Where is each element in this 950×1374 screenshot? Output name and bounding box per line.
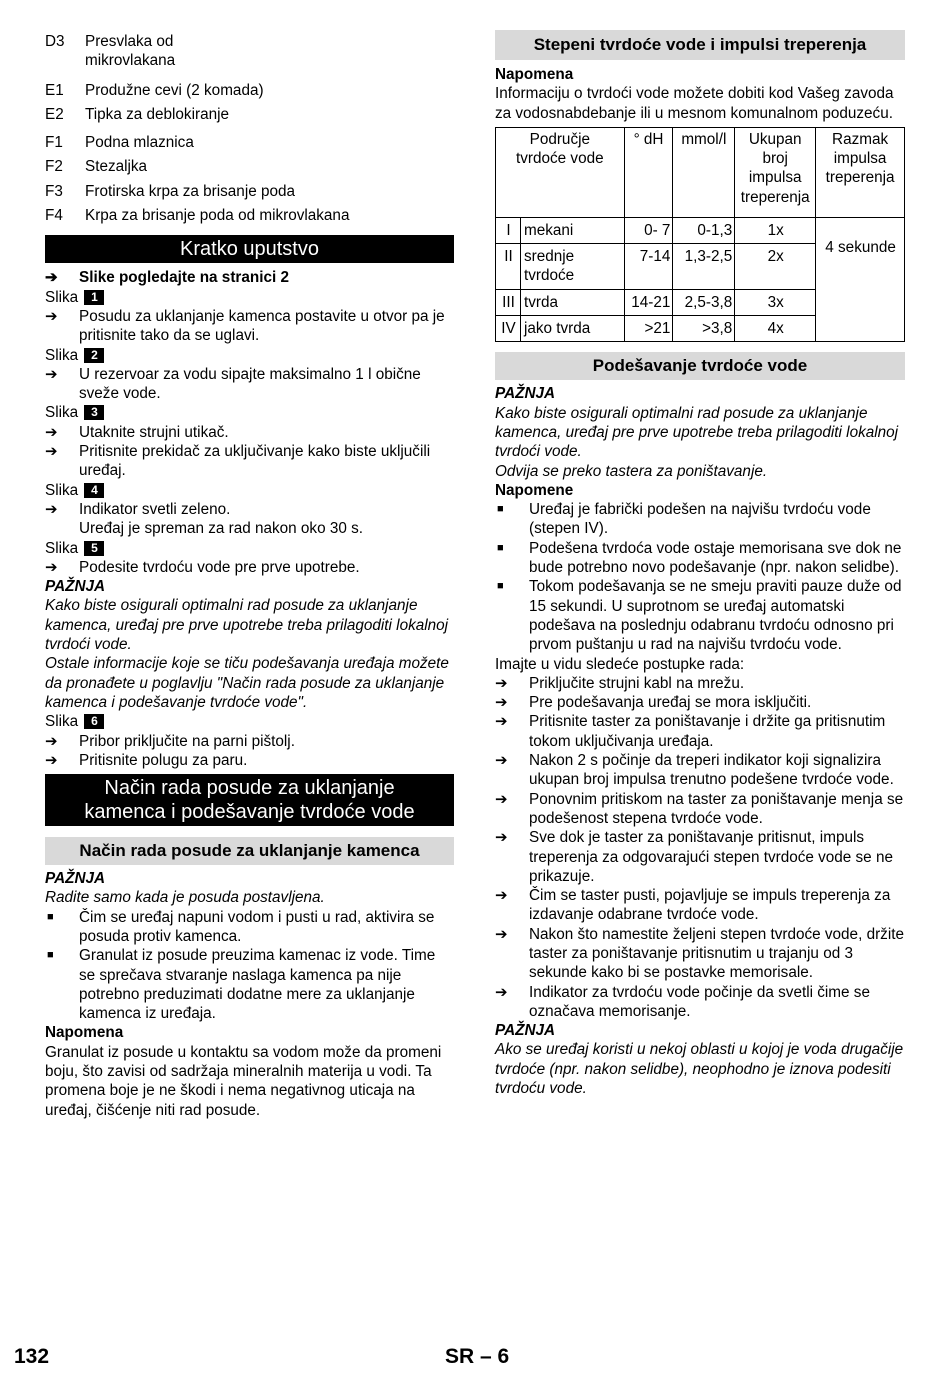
page-number: 132 xyxy=(14,1345,50,1368)
caution-text: Ostale informacije koje se tiču podešavanja uređaja možete da pronađete u poglavlju "Način rada posude za uklanjanje kamenca i podešavanje tvrdoće vode". xyxy=(45,655,449,711)
legend-text: Krpa za brisanje poda od mikrovlakana xyxy=(85,207,350,225)
figure-label: Slika 1 xyxy=(45,288,454,307)
dh-cell: >21 xyxy=(624,316,673,342)
arrow-right-icon: ➔ xyxy=(495,790,508,808)
hardness-table xyxy=(495,127,905,342)
caution-text: Radite samo kada je posuda postavljena. xyxy=(45,889,325,907)
bullet-item: ■ Granulat iz posude preuzima kamenac iz vode. Time se sprečava stvaranje naslaga kamenca pa nije potrebno preduzimati dodatne mere za uklanjanje kamenca iz uređaja. xyxy=(47,947,436,1023)
note-label: Napomena xyxy=(45,1024,124,1042)
section-heading-stepeni: Stepeni tvrdoće vode i impulsi treperenja xyxy=(495,30,905,60)
figure-label: Slika 5 xyxy=(45,539,454,558)
step-item: ➔ Čim se taster pusti, pojavljuje se impuls treperenja za izdavanje odabrane tvrdoće vode. xyxy=(495,887,891,924)
mmol-cell: >3,8 xyxy=(673,316,735,342)
step-item: ➔ Ponovnim pritiskom na taster za poništavanje menja se podešenost stepena tvrdoće vode. xyxy=(495,790,904,827)
legend-text: Podna mlaznica xyxy=(85,134,194,152)
step-item: ➔ Nakon što namestite željeni stepen tvrdoće vode, držite taster za poništavanje pritisnutim u trajanju od 3 sekunde kako bi se postavke memorisale. xyxy=(495,925,904,982)
note-label: Napomena xyxy=(495,66,574,83)
bullet-item: ■ Podešena tvrdoća vode ostaje memorisana sve dok ne bude potrebno novo podešavanje (npr. nakon selidbe). xyxy=(497,539,902,577)
step-item: ➔ Pritisnite polugu za paru. xyxy=(45,751,248,769)
step-item: ➔ Pritisnite prekidač za uključivanje kako biste uključili uređaj. xyxy=(45,443,431,480)
procedure-intro: Imajte u vidu sledeće postupke rada: xyxy=(495,655,745,673)
arrow-right-icon: ➔ xyxy=(495,829,508,847)
roman-cell: II xyxy=(496,244,521,290)
arrow-right-icon: ➔ xyxy=(45,269,58,287)
step-item: ➔ U rezervoar za vodu sipajte maksimalno 1 l obične sveže vode. xyxy=(45,365,421,403)
square-bullet-icon: ■ xyxy=(47,949,54,962)
column-header: Područje tvrdoće vode xyxy=(496,127,625,217)
legend-item xyxy=(45,105,454,124)
step-item: ➔ Posudu za uklanjanje kamenca postavite u otvor pa je pritisnite tako da se uglavi. xyxy=(45,307,445,345)
section-page-label: SR – 6 xyxy=(445,1345,510,1368)
legend-text: Presvlaka od mikrovlakana xyxy=(85,33,176,70)
step-item: ➔ Pritisnite taster za poništavanje i držite ga pritisnutim tokom uključivanja uređaja. xyxy=(495,713,886,750)
arrow-right-icon: ➔ xyxy=(495,694,508,712)
legend-code: E2 xyxy=(45,105,64,123)
caution-label: PAŽNJA xyxy=(495,385,556,403)
figure-label: Slika 2 xyxy=(45,346,454,365)
arrow-right-icon: ➔ xyxy=(45,500,58,518)
subheading-nacin: Način rada posude za uklanjanje kamenca xyxy=(45,837,454,865)
arrow-right-icon: ➔ xyxy=(495,752,508,770)
note-text: Granulat iz posude u kontaktu sa vodom može da promeni boju, što zavisi od sadržaja mineralnih materija u vodi. Ta promena boje je ne škodi i nema negativnog uticaja na uređaj, čišćenje niti rad posude. xyxy=(45,1043,442,1119)
legend-code: F1 xyxy=(45,134,63,152)
roman-cell: I xyxy=(496,217,521,243)
table-row xyxy=(496,217,905,243)
name-cell: mekani xyxy=(520,217,624,243)
figure-number-badge: 5 xyxy=(84,541,104,556)
step-item: ➔ Indikator svetli zeleno. Uređaj je spreman za rad nakon oko 30 s. xyxy=(45,500,364,538)
arrow-right-icon: ➔ xyxy=(495,674,508,692)
step-item: ➔ Sve dok je taster za poništavanje pritisnut, impuls treperenja za odgovarajući stepen tvrdoće vode se ne prikazuje. xyxy=(495,829,893,885)
stepeni-body xyxy=(495,65,905,342)
caution-text: Kako biste osigurali optimalni rad posude za uklanjanje kamenca, uređaj pre prve upotrebe treba prilagoditi lokalnoj tvrdoći vode. xyxy=(45,597,449,654)
figure-number-badge: 2 xyxy=(84,348,104,363)
arrow-right-icon: ➔ xyxy=(495,983,508,1001)
arrow-right-icon: ➔ xyxy=(495,925,508,943)
arrow-right-icon: ➔ xyxy=(45,751,58,769)
dh-cell: 0- 7 xyxy=(624,217,673,243)
left-column xyxy=(45,30,454,1120)
legend-item xyxy=(45,182,454,201)
bullet-item: ■ Tokom podešavanja se ne smeju praviti pauze duže od 15 sekundi. U suprotnom se uređaj automatski podešava na poslednju odabranu tvrdoću odnosno pri prvom puštanju u rad na najvišu tvrdoću vode. xyxy=(497,578,902,654)
legend-code: F4 xyxy=(45,207,63,225)
name-cell: tvrda xyxy=(520,289,624,315)
section-heading-podesavanje: Podešavanje tvrdoće vode xyxy=(495,352,905,380)
legend-text: Produžne cevi (2 komada) xyxy=(85,81,264,99)
square-bullet-icon: ■ xyxy=(497,503,504,516)
figure-label: Slika 4 xyxy=(45,481,454,500)
dh-cell: 7-14 xyxy=(624,244,673,290)
step-item: ➔ Podesite tvrdoću vode pre prve upotrebe. xyxy=(45,558,360,576)
intro-item: ➔ Slike pogledajte na stranici 2 xyxy=(45,269,289,287)
roman-cell: III xyxy=(496,289,521,315)
legend-code: E1 xyxy=(45,81,64,99)
right-column xyxy=(495,30,905,1098)
interval-cell: 4 sekunde xyxy=(816,217,905,341)
arrow-right-icon: ➔ xyxy=(45,307,58,325)
parts-legend xyxy=(45,32,454,225)
figure-label: Slika 3 xyxy=(45,403,454,422)
arrow-right-icon: ➔ xyxy=(45,443,58,461)
nacin-body xyxy=(45,869,454,1120)
legend-item xyxy=(45,32,454,71)
impulses-cell: 2x xyxy=(735,244,816,290)
figure-number-badge: 1 xyxy=(84,290,104,305)
step-item: ➔ Priključite strujni kabl na mrežu. xyxy=(495,674,745,692)
name-cell: srednje tvrdoće xyxy=(520,244,624,290)
mmol-cell: 1,3-2,5 xyxy=(673,244,735,290)
quick-guide xyxy=(45,268,454,770)
section-heading-nacin: Način rada posude za uklanjanje kamenca i podešavanje tvrdoće vode xyxy=(45,774,454,826)
caution-label: PAŽNJA xyxy=(45,578,106,596)
caution-text: Odvija se preko tastera za poništavanje. xyxy=(495,462,768,480)
step-item: ➔ Utaknite strujni utikač. xyxy=(45,423,229,441)
caution-label: PAŽNJA xyxy=(45,870,106,888)
legend-item xyxy=(45,133,454,152)
note-label: Napomene xyxy=(495,481,574,499)
step-item: ➔ Pribor priključite na parni pištolj. xyxy=(45,732,295,750)
arrow-right-icon: ➔ xyxy=(45,558,58,576)
legend-text: Stezaljka xyxy=(85,158,148,176)
arrow-right-icon: ➔ xyxy=(495,713,508,731)
figure-label: Slika 6 xyxy=(45,712,454,731)
impulses-cell: 1x xyxy=(735,217,816,243)
arrow-right-icon: ➔ xyxy=(45,423,58,441)
mmol-cell: 2,5-3,8 xyxy=(673,289,735,315)
legend-text: Tipka za deblokiranje xyxy=(85,105,229,123)
legend-code: F2 xyxy=(45,158,63,176)
legend-code: F3 xyxy=(45,182,63,200)
legend-text: Frotirska krpa za brisanje poda xyxy=(85,182,296,200)
dh-cell: 14-21 xyxy=(624,289,673,315)
legend-code: D3 xyxy=(45,33,65,50)
note-text: Informaciju o tvrdoći vode možete dobiti kod Vašeg zavoda za vodosnabdebanje ili u mesnom komunalnom poduzeću. xyxy=(495,85,894,122)
figure-number-badge: 3 xyxy=(84,405,104,420)
legend-item xyxy=(45,81,454,100)
mmol-cell: 0-1,3 xyxy=(673,217,735,243)
column-header: ° dH xyxy=(624,127,673,217)
square-bullet-icon: ■ xyxy=(497,580,504,593)
caution-text: Ako se uređaj koristi u nekoj oblasti u kojoj je voda drugačije tvrdoće (npr. nakon selidbe), neophodno je iznova podesiti tvrdoću vode. xyxy=(495,1041,904,1098)
column-header: Razmak impulsa treperenja xyxy=(816,127,905,217)
column-header: Ukupan broj impulsa treperenja xyxy=(735,127,816,217)
step-item: ➔ Indikator za tvrdoću vode počinje da svetli čime se označava memorisanje. xyxy=(495,983,870,1020)
arrow-right-icon: ➔ xyxy=(45,732,58,750)
section-heading-kratko: Kratko uputstvo xyxy=(45,235,454,263)
impulses-cell: 3x xyxy=(735,289,816,315)
square-bullet-icon: ■ xyxy=(47,910,54,923)
impulses-cell: 4x xyxy=(735,316,816,342)
name-cell: jako tvrda xyxy=(520,316,624,342)
square-bullet-icon: ■ xyxy=(497,541,504,554)
podesavanje-body xyxy=(495,384,905,1098)
figure-number-badge: 6 xyxy=(84,714,104,729)
bullet-item: ■ Uređaj je fabrički podešen na najvišu tvrdoću vode (stepen IV). xyxy=(497,501,871,538)
step-item: ➔ Pre podešavanja uređaj se mora isključiti. xyxy=(495,694,812,712)
bullet-item: ■ Čim se uređaj napuni vodom i pusti u rad, aktivira se posuda protiv kamenca. xyxy=(47,908,435,945)
roman-cell: IV xyxy=(496,316,521,342)
step-item: ➔ Nakon 2 s počinje da treperi indikator koji signalizira ukupan broj impulsa trenutno podešene tvrdoće vode. xyxy=(495,752,894,789)
arrow-right-icon: ➔ xyxy=(45,365,58,383)
figure-number-badge: 4 xyxy=(84,483,104,498)
caution-label: PAŽNJA xyxy=(495,1022,556,1040)
legend-item xyxy=(45,157,454,176)
caution-text: Kako biste osigurali optimalni rad posude za uklanjanje kamenca, uređaj pre prve upotrebe treba prilagoditi lokalnoj tvrdoći vode. xyxy=(495,404,899,461)
legend-item xyxy=(45,206,454,225)
arrow-right-icon: ➔ xyxy=(495,887,508,905)
table-header-row xyxy=(496,127,905,217)
column-header: mmol/l xyxy=(673,127,735,217)
